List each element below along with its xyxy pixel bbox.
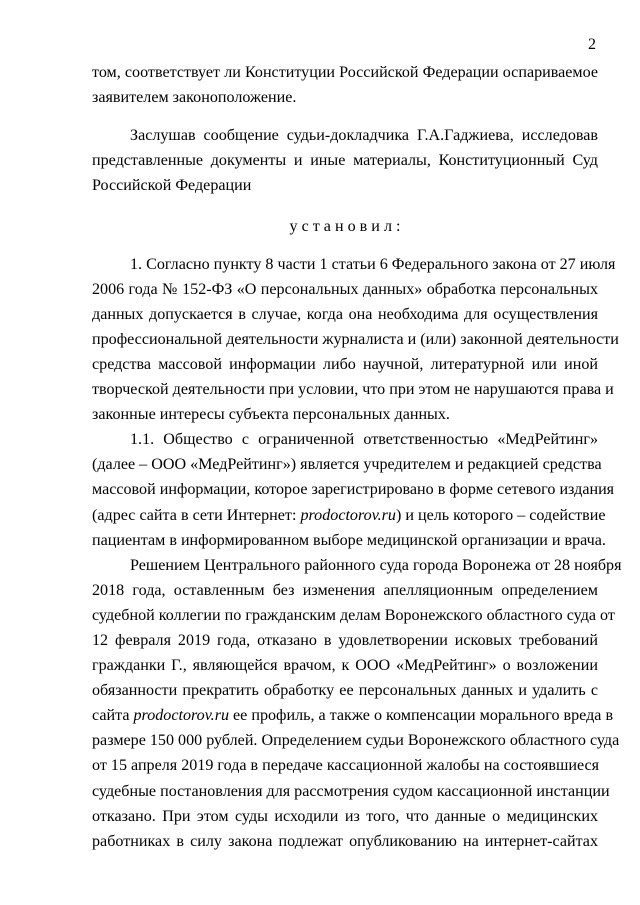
- text-line: размере 150 000 рублей. Определением судьи Воронежского областного суда: [92, 732, 620, 750]
- text-line: Заслушав сообщение судьи-докладчика Г.А.Гаджиева, исследовав: [130, 126, 598, 144]
- text-line: 2018 года, оставленным без изменения апелляционным определением: [92, 581, 598, 599]
- text-line: обязанности прекратить обработку ее персональных данных и удалить с: [92, 682, 598, 700]
- text-line: судебной коллегии по гражданским делам Воронежского областного суда от: [92, 606, 615, 624]
- text-line: 1.1. Общество с ограниченной ответственностью «МедРейтинг»: [130, 431, 598, 449]
- text-line: законные интересы субъекта персональных данных.: [92, 406, 450, 424]
- text-line: профессиональной деятельности журналиста и (или) законной деятельности: [92, 330, 619, 348]
- text-line: отказано. При этом суды исходили из того, что данные о медицинских: [92, 807, 598, 825]
- text-line: массовой информации, которое зарегистрировано в форме сетевого издания: [92, 481, 615, 499]
- document-body: [92, 60, 622, 854]
- text-line: заявителем законоположение.: [92, 89, 297, 107]
- text-line: 2006 года № 152-ФЗ «О персональных данных» обработка персональных: [92, 280, 598, 298]
- text-line: [92, 503, 606, 528]
- text-line: [92, 703, 614, 728]
- text-line: гражданки Г., являющейся врачом, к ООО «МедРейтинг» о возложении: [92, 657, 598, 675]
- text-line: (далее – ООО «МедРейтинг») является учредителем и редакцией средства: [92, 456, 602, 474]
- section-heading: у с т а н о в и л :: [289, 217, 401, 235]
- text-line: данных допускается в случае, когда она необходима для осуществления: [92, 305, 598, 323]
- text-line: творческой деятельности при условии, что при этом не нарушаются права и: [92, 381, 614, 399]
- text-line: том, соответствует ли Конституции Российской Федерации оспариваемое: [92, 64, 598, 81]
- text-line: от 15 апреля 2019 года в передаче кассационной жалобы на состоявшиеся: [92, 757, 600, 775]
- text-line: Решением Центрального районного суда города Воронежа от 28 ноября: [130, 556, 622, 574]
- text-line: представленные документы и иные материалы, Конституционный Суд: [92, 151, 598, 169]
- text-fragment: ) и цель которого – содействие: [395, 506, 606, 524]
- text-line: 1. Согласно пункту 8 части 1 статьи 6 Федерального закона от 27 июля: [130, 255, 616, 273]
- text-line: 12 февраля 2019 года, отказано в удовлетворении исковых требований: [92, 631, 598, 649]
- text-fragment: сайта: [92, 707, 134, 725]
- text-fragment: ее профиль, а также о компенсации морального вреда в: [229, 707, 614, 725]
- text-line: средства массовой информации либо научной, литературной или иной: [92, 355, 598, 373]
- page-number: 2: [588, 36, 596, 53]
- website-link: prodoctorov.ru: [133, 707, 230, 725]
- text-line: пациентам в информированном выборе медицинской организации и врача.: [92, 531, 606, 549]
- website-link: prodoctorov.ru: [300, 506, 396, 524]
- text-fragment: (адрес сайта в сети Интернет:: [92, 506, 301, 524]
- text-line: Российской Федерации: [92, 176, 252, 194]
- text-line: работниках в силу закона подлежат опубликованию на интернет-сайтах: [92, 832, 598, 850]
- text-line: судебные постановления для рассмотрения судом кассационной инстанции: [92, 782, 610, 800]
